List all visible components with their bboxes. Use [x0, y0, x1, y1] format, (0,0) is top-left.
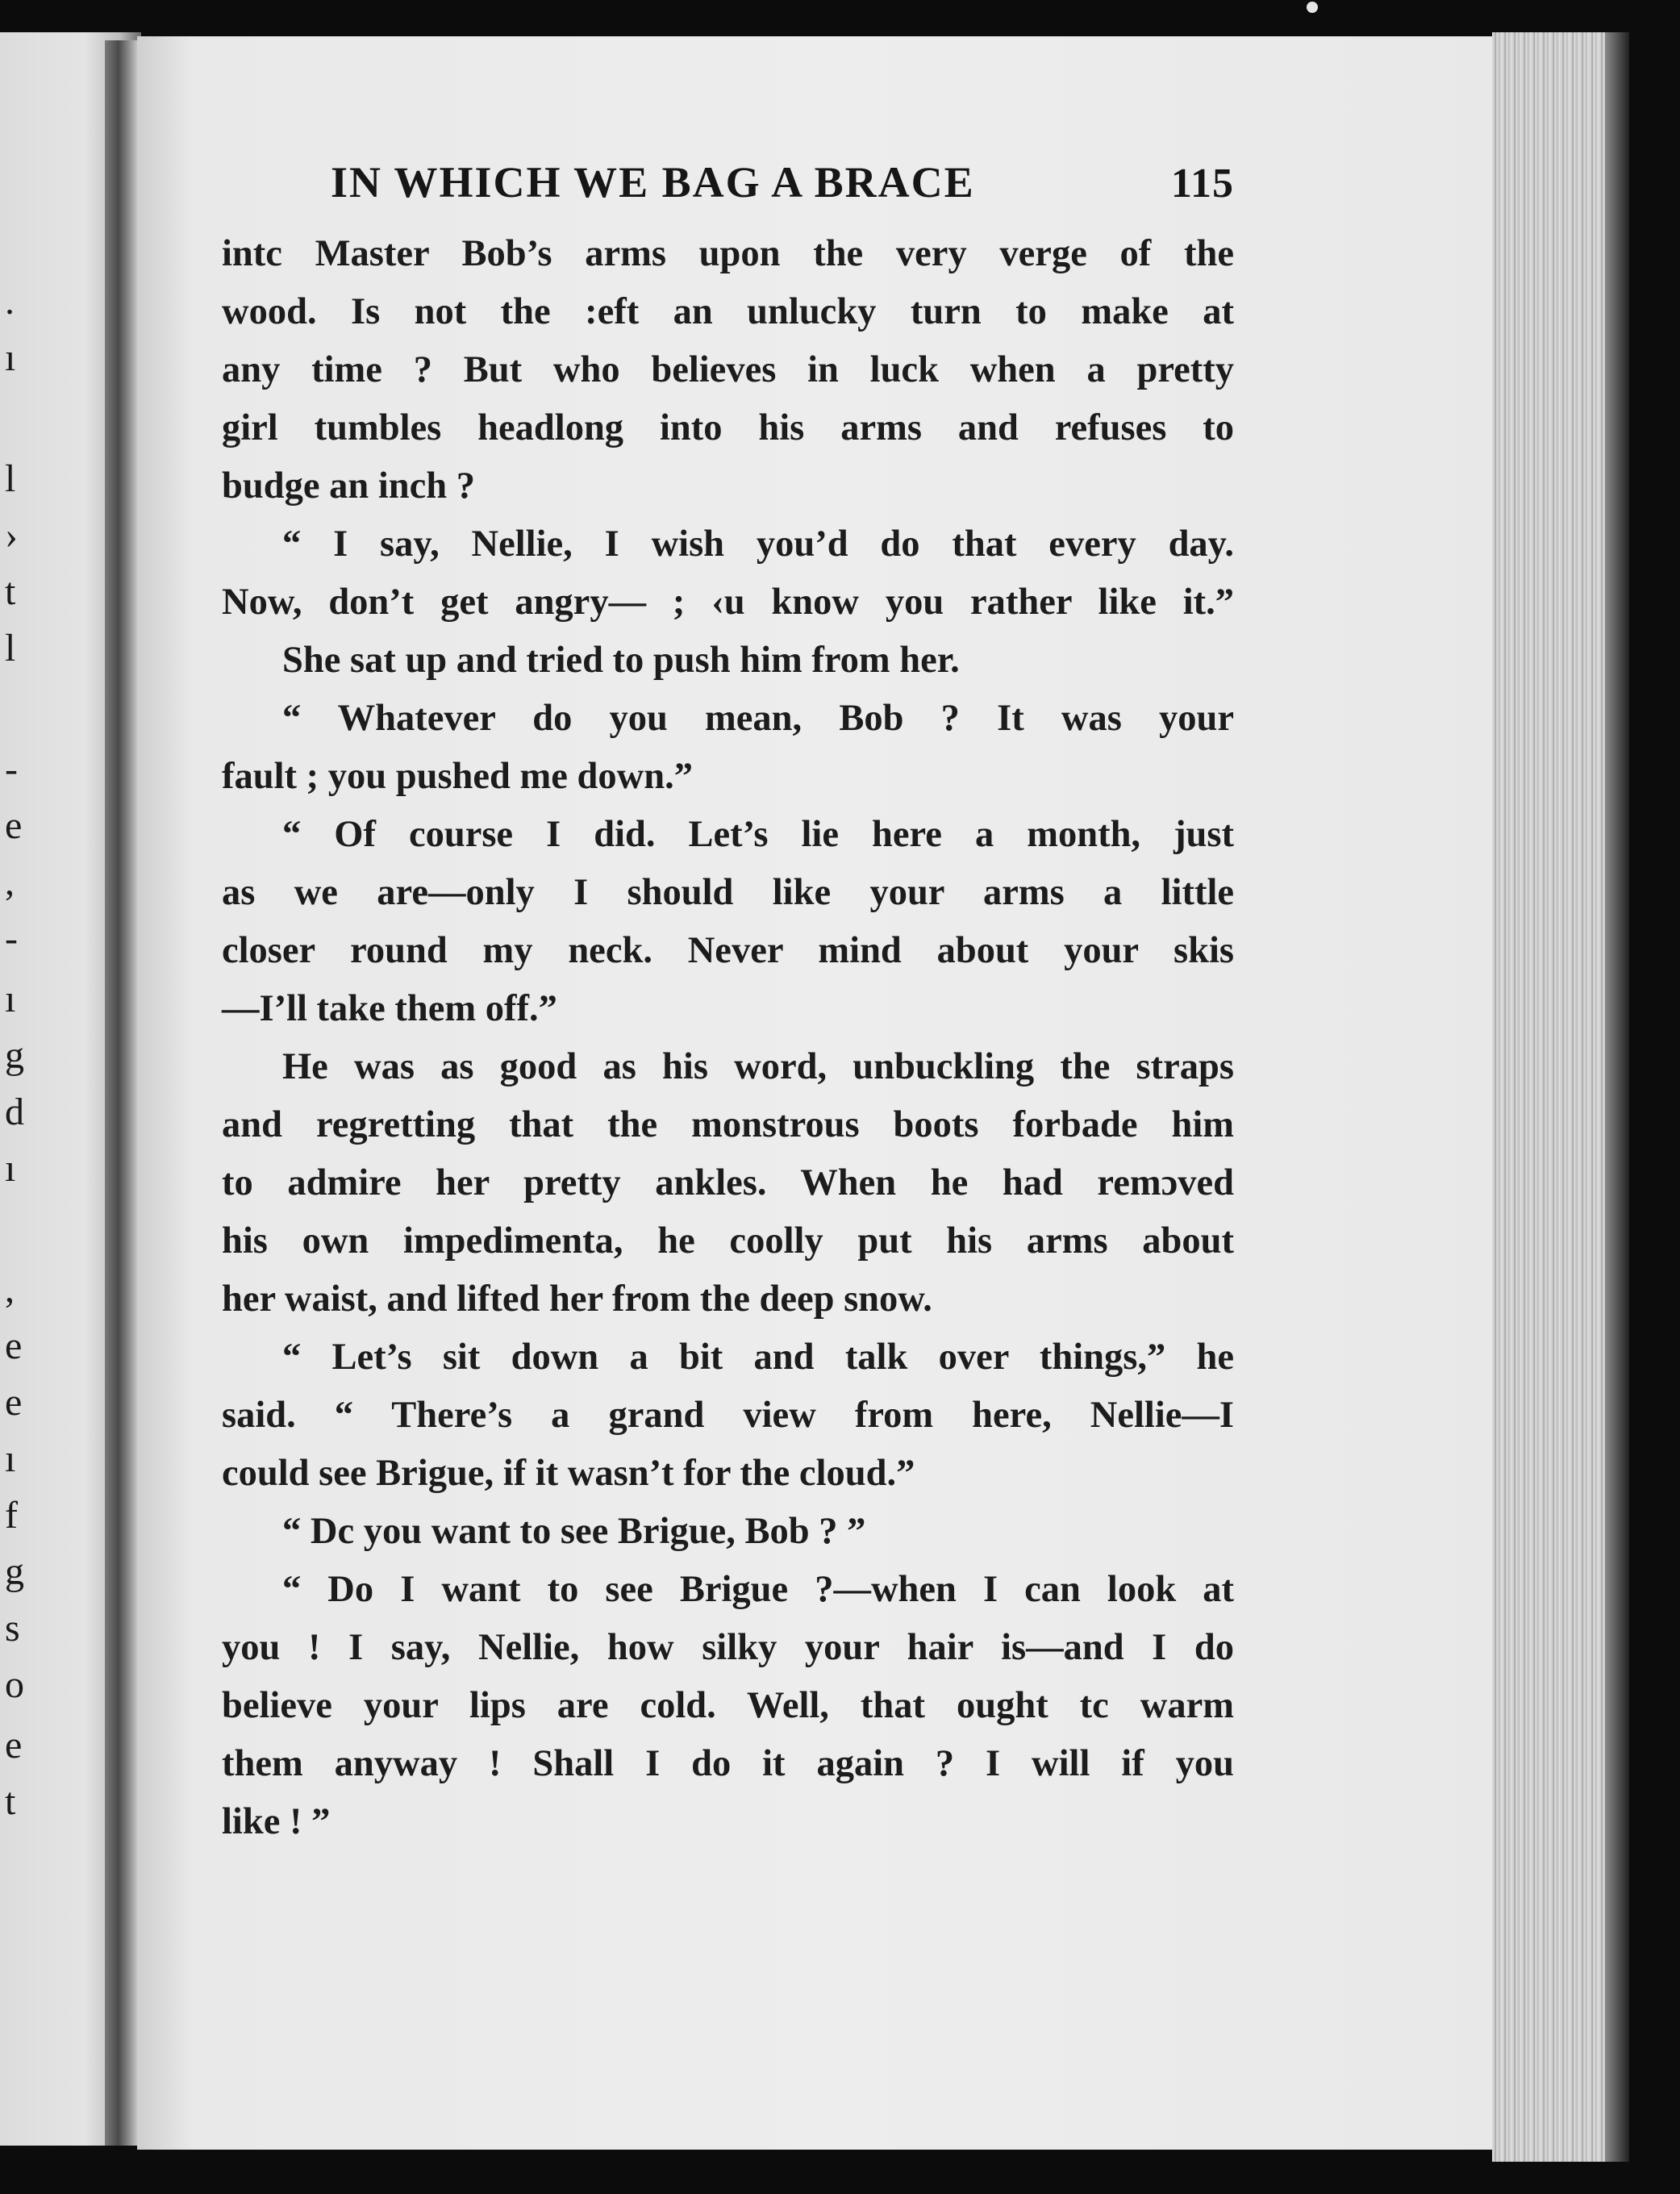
scan-speck	[1307, 2, 1318, 13]
text-line: “ I say, Nellie, I wish you’d do that every day.	[282, 523, 1234, 565]
text-line: his own impedimenta, he coolly put his arms about	[222, 1220, 1234, 1262]
facing-page-fragment: e	[5, 1724, 23, 1766]
text-line: believe your lips are cold. Well, that ought tc warm	[222, 1685, 1234, 1726]
facing-page-fragment: -	[5, 748, 18, 790]
page-text	[222, 157, 1234, 1851]
text-line: “ Whatever do you mean, Bob ? It was your	[282, 698, 1234, 739]
facing-page-fragment: l	[5, 627, 16, 669]
facing-page-fragment: f	[5, 1494, 18, 1537]
facing-page-fragment: ı	[5, 978, 16, 1020]
text-line: could see Brigue, if it wasn’t for the cloud.”	[222, 1453, 915, 1494]
facing-page-fragment: e	[5, 804, 23, 847]
book-gutter	[105, 40, 139, 2146]
text-line: girl tumbles headlong into his arms and refuses to	[222, 407, 1234, 448]
text-line: —I’ll take them off.”	[222, 988, 557, 1029]
facing-page-fragment: d	[5, 1091, 24, 1133]
facing-page-fragment: e	[5, 1381, 23, 1424]
text-line: any time ? But who believes in luck when a pretty	[222, 349, 1234, 390]
facing-page-fragment: ı	[5, 1147, 16, 1190]
facing-page-fragment: ı	[5, 336, 16, 379]
facing-page-fragment: ı	[5, 1437, 16, 1480]
text-line: like ! ”	[222, 1801, 331, 1842]
text-line: budge an inch ?	[222, 465, 475, 507]
text-line: to admire her pretty ankles. When he had remɔved	[222, 1162, 1234, 1203]
text-line: “ Dc you want to see Brigue, Bob ? ”	[282, 1511, 866, 1552]
text-line: Now, don’t get angry— ; ‹u know you rather like it.”	[222, 582, 1234, 623]
facing-page-fragment: ,	[5, 1268, 15, 1311]
text-line: as we are—only I should like your arms a little	[222, 872, 1234, 913]
facing-page-fragment: o	[5, 1663, 24, 1706]
facing-page-fragment: l	[5, 457, 16, 500]
facing-page-fragment: g	[5, 1550, 24, 1593]
text-line: intc Master Bob’s arms upon the very verge of the	[222, 233, 1234, 274]
facing-page-fragment: s	[5, 1607, 20, 1650]
text-line: She sat up and tried to push him from her.	[282, 640, 960, 681]
text-line: closer round my neck. Never mind about your skis	[222, 930, 1234, 971]
text-line: said. “ There’s a grand view from here, Nellie—I	[222, 1395, 1234, 1436]
facing-page-fragment: .	[5, 280, 15, 323]
facing-page-fragment: g	[5, 1034, 24, 1077]
facing-page-fragment: e	[5, 1324, 23, 1367]
text-line: “ Do I want to see Brigue ?—when I can look at	[282, 1569, 1234, 1610]
facing-page-fragment: t	[5, 570, 16, 613]
facing-page-fragment: ›	[5, 514, 18, 557]
text-line: “ Let’s sit down a bit and talk over things,” he	[282, 1337, 1234, 1378]
facing-page-fragment: ,	[5, 861, 15, 903]
text-line: them anyway ! Shall I do it again ? I will if you	[222, 1743, 1234, 1784]
page-edges	[1492, 32, 1629, 2162]
page-number: 115	[1170, 161, 1234, 206]
text-line: He was as good as his word, unbuckling the straps	[282, 1046, 1234, 1087]
running-head	[331, 157, 1234, 207]
text-line: “ Of course I did. Let’s lie here a month, just	[282, 814, 1234, 855]
text-line: you ! I say, Nellie, how silky your hair is—and I do	[222, 1627, 1234, 1668]
facing-page-fragment: -	[5, 917, 18, 960]
running-head-title: IN WHICH WE BAG A BRACE	[331, 158, 975, 206]
text-line: and regretting that the monstrous boots forbade him	[222, 1104, 1234, 1145]
text-line: her waist, and lifted her from the deep snow.	[222, 1278, 932, 1320]
text-line: fault ; you pushed me down.”	[222, 756, 693, 797]
text-line: wood. Is not the :eft an unlucky turn to make at	[222, 291, 1234, 332]
facing-page-fragment: t	[5, 1780, 16, 1823]
